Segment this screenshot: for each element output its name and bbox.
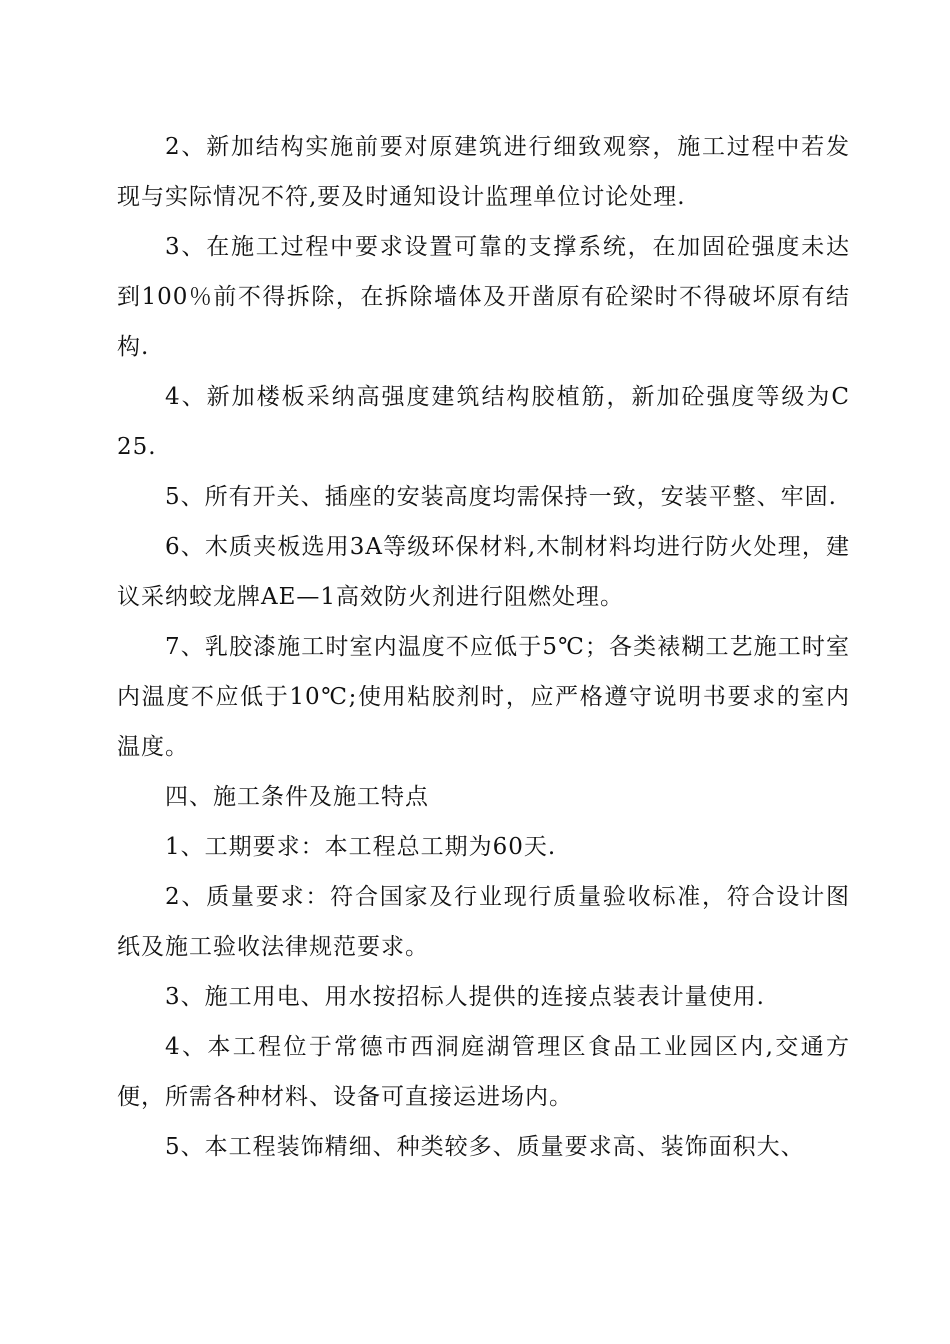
condition-item-4: 4、本工程位于常德市西洞庭湖管理区食品工业园区内,交通方便，所需各种材料、设备可直接运进场内。 (117, 1034, 850, 1110)
paragraph-item-2: 2、新加结构实施前要对原建筑进行细致观察，施工过程中若发现与实际情况不符,要及时通知设计监理单位讨论处理. (117, 134, 850, 210)
document-body (117, 122, 850, 1172)
condition-item-2: 2、质量要求：符合国家及行业现行质量验收标准，符合设计图纸及施工验收法律规范要求。 (117, 884, 850, 960)
paragraph-item-7: 7、乳胶漆施工时室内温度不应低于5℃；各类裱糊工艺施工时室内温度不应低于10℃;使用粘胶剂时，应严格遵守说明书要求的室内温度。 (117, 634, 850, 760)
condition-item-1: 1、工期要求：本工程总工期为60天. (165, 834, 557, 860)
condition-item-3: 3、施工用电、用水按招标人提供的连接点装表计量使用. (165, 984, 765, 1010)
paragraph-item-5: 5、所有开关、插座的安装高度均需保持一致，安装平整、牢固. (165, 484, 837, 510)
paragraph-item-4: 4、新加楼板采纳高强度建筑结构胶植筋，新加砼强度等级为C 25. (117, 384, 850, 460)
paragraph-item-6: 6、木质夹板选用3A等级环保材料,木制材料均进行防火处理，建议采纳蛟龙牌AE—1高效防火剂进行阻燃处理。 (117, 534, 850, 610)
condition-item-5: 5、本工程装饰精细、种类较多、质量要求高、装饰面积大、 (165, 1134, 805, 1160)
paragraph-item-3: 3、在施工过程中要求设置可靠的支撑系统，在加固砼强度未达到100％前不得拆除，在拆除墙体及开凿原有砼梁时不得破坏原有结构. (117, 234, 850, 360)
section-heading: 四、施工条件及施工特点 (165, 784, 429, 810)
